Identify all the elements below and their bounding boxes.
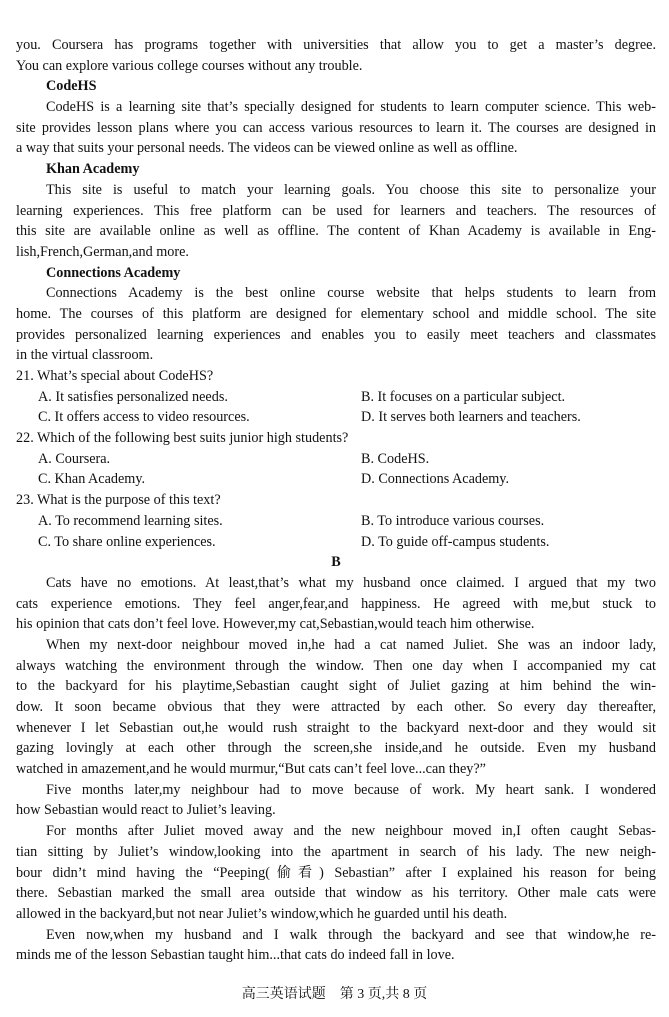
question-21-options-row: [16, 387, 656, 408]
section-b-label: B: [331, 554, 341, 571]
text-line: When my next-door neighbour moved in,he had a cat named Juliet. She was an indoor lady,: [46, 636, 656, 653]
text-line: Connections Academy is the best online course website that helps students to learn from: [46, 285, 656, 302]
option-a: A. Coursera.: [38, 450, 111, 467]
text-line: minds me of the lesson Sebastian taught him...that cats do indeed fall in love.: [16, 947, 455, 964]
question-22-options-row: [16, 449, 656, 470]
text-line: whenever I let Sebastian out,he would rush straight to the backyard next-door and they would sit: [16, 719, 656, 736]
text-line: site provides lesson plans where you can access various resources to learn it. The courses are designed in: [16, 119, 656, 136]
text-line: Even now,when my husband and I walk through the backyard and see that window,he re-: [46, 926, 656, 943]
text-line: watched in amazement,and he would murmur,“But cats can’t feel love...can they?”: [16, 761, 486, 778]
text-line: learning experiences. This free platform can be used for learners and teachers. The resources of: [16, 202, 656, 219]
text-line: You can explore various college courses without any trouble.: [16, 57, 363, 74]
option-b: B. To introduce various courses.: [361, 512, 545, 529]
text-line: in the virtual classroom.: [16, 347, 154, 364]
question-23-stem: 23. What is the purpose of this text?: [16, 492, 221, 509]
section-heading-connections: Connections Academy: [46, 264, 181, 281]
text-line: Five months later,my neighbour had to move because of work. My heart sank. I wondered: [46, 781, 656, 798]
page-footer: 高三英语试题 第 3 页,共 8 页: [241, 987, 428, 1002]
text-line: lish,French,German,and more.: [16, 243, 189, 260]
option-a: A. It satisfies personalized needs.: [38, 388, 228, 405]
text-line: to the backyard for his playtime,Sebastian caught sight of Juliet gazing at him behind the win-: [16, 678, 656, 695]
text-line: bour didn’t mind having the “Peeping(偷看) Sebastian” after I explained his reason for being: [16, 864, 656, 881]
text-line: you. Coursera has programs together with universities that allow you to get a master’s degree.: [16, 37, 656, 53]
question-23-options-row: [16, 511, 656, 532]
text-line: gazing lovingly at each other through the screen,she inside,and he outside. Even my husband: [16, 740, 656, 757]
option-c: C. Khan Academy.: [38, 471, 146, 488]
exam-page: [16, 35, 656, 966]
option-c: C. It offers access to video resources.: [38, 409, 250, 426]
text-line: allowed in the backyard,but not near Juliet’s window,which he guarded until his death.: [16, 905, 508, 922]
option-c: C. To share online experiences.: [38, 533, 216, 550]
text-line: how Sebastian would react to Juliet’s leaving.: [16, 802, 276, 819]
text-line: a way that suits your personal needs. The videos can be viewed online as well as offline.: [16, 140, 518, 157]
question-21-options-row: [16, 407, 656, 428]
text-line: dow. It soon became obvious that they were attracted by each other. So every day thereafter,: [16, 699, 656, 715]
text-line: home. The courses of this platform are designed for elementary school and middle school. The site: [16, 305, 656, 322]
text-line: always watching the environment through the window. Then one day when I accompanied my cat: [16, 657, 656, 674]
text-line: tian sitting by Juliet’s window,looking into the apartment in search of his lady. The new neigh-: [16, 843, 656, 860]
text-line: Cats have no emotions. At least,that’s what my husband once claimed. I argued that my two: [46, 574, 656, 591]
section-heading-codehs: CodeHS: [46, 78, 97, 95]
text-line: CodeHS is a learning site that’s specially designed for students to learn computer science. This web-: [46, 99, 656, 116]
text-line: there. Sebastian marked the small area outside that window as his territory. Other male cats were: [16, 885, 656, 902]
section-heading-khan: Khan Academy: [46, 161, 140, 178]
option-d: D. To guide off-campus students.: [361, 533, 550, 550]
option-d: D. It serves both learners and teachers.: [361, 409, 581, 426]
option-a: A. To recommend learning sites.: [38, 512, 223, 529]
option-b: B. CodeHS.: [361, 450, 430, 467]
text-line: provides personalized learning experiences and enables you to easily meet teachers and classmates: [16, 326, 656, 343]
text-line: For months after Juliet moved away and the new neighbour moved in,I often caught Sebas-: [46, 823, 656, 840]
option-b: B. It focuses on a particular subject.: [361, 388, 566, 405]
option-d: D. Connections Academy.: [361, 471, 510, 488]
question-22-options-row: [16, 469, 656, 490]
question-21-stem: 21. What’s special about CodeHS?: [16, 368, 214, 384]
text-line: his opinion that cats don’t feel love. However,my cat,Sebastian,would teach him otherwise.: [16, 616, 535, 633]
question-23-options-row: [16, 532, 656, 553]
text-line: cats experience emotions. They feel anger,fear,and happiness. He agreed with me,but stuck to: [16, 595, 656, 612]
question-22-stem: 22. Which of the following best suits junior high students?: [16, 430, 349, 447]
text-line: this site are available online as well as offline. The content of Khan Academy is available in Eng-: [16, 223, 656, 240]
text-line: This site is useful to match your learning goals. You choose this site to personalize your: [46, 181, 656, 198]
